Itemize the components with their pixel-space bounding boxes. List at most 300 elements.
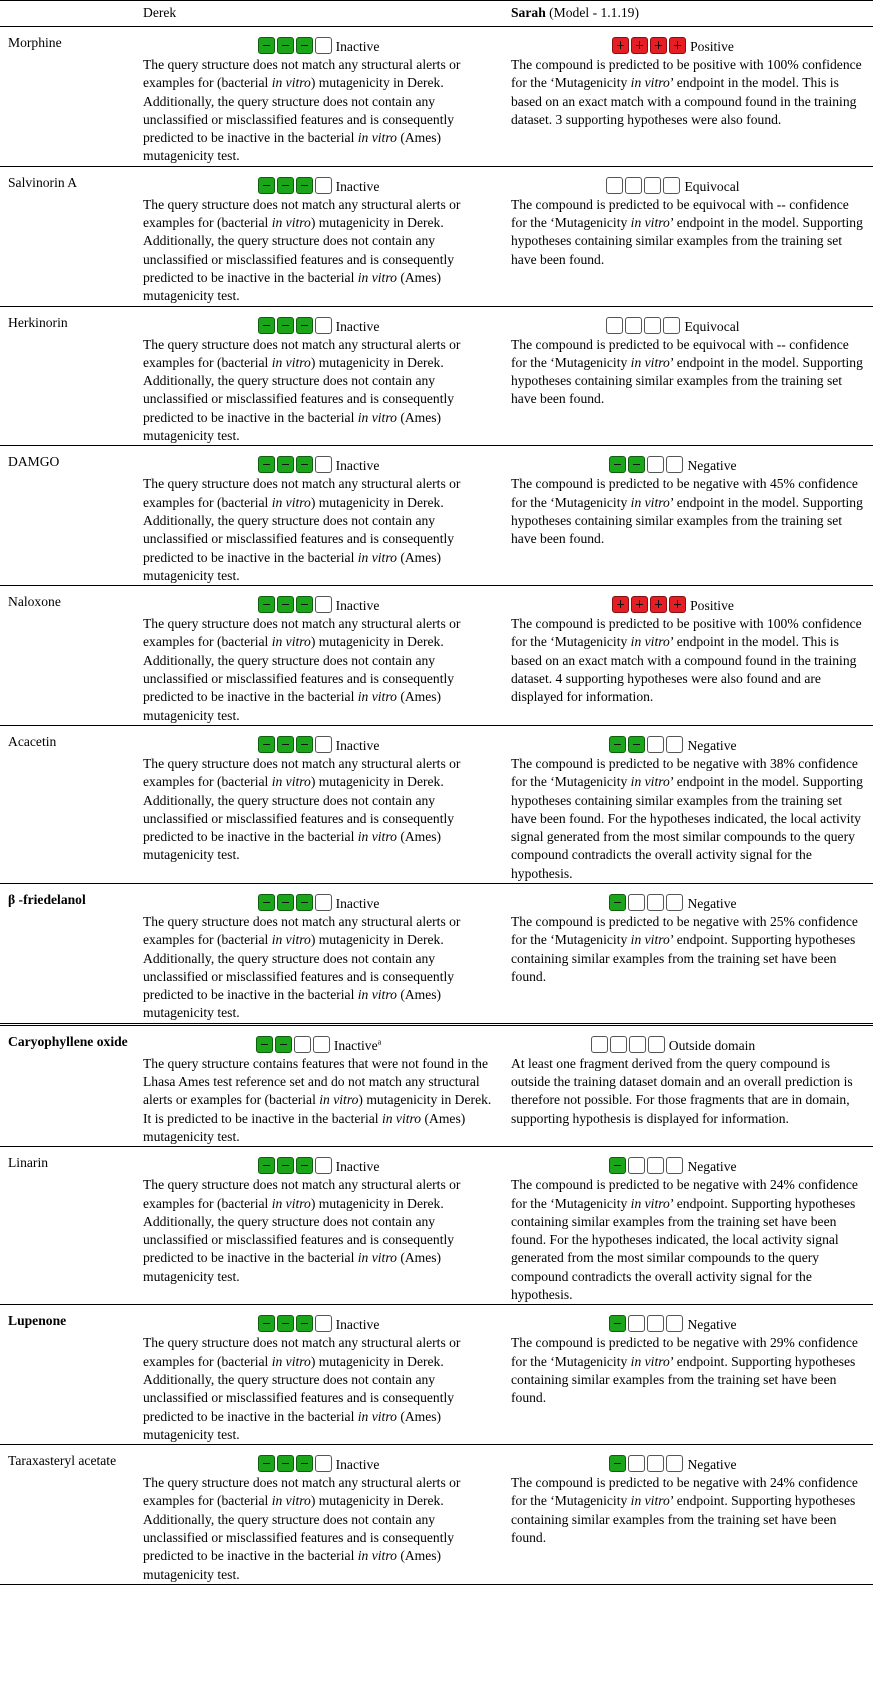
table-row [0, 166, 873, 306]
italic-term: in vitro [630, 494, 670, 510]
sarah-confidence-box [609, 456, 626, 473]
italic-term: in vitro [357, 689, 397, 705]
derek-confidence-box [315, 1157, 332, 1174]
derek-confidence-box [277, 456, 294, 473]
description-text: (Ames) mutagenicity test. [143, 1548, 442, 1582]
sarah-confidence-box [628, 894, 645, 911]
derek-cell [134, 883, 500, 1024]
derek-prediction-text: Inactive [335, 178, 380, 194]
compound-name: Morphine [8, 35, 62, 50]
sarah-prediction-text: Equivocal [684, 318, 740, 334]
derek-confidence-box [296, 456, 313, 473]
italic-term: in vitro [357, 130, 397, 146]
derek-description [143, 755, 496, 865]
description-text: ) mutagenicity in Derek. Additionally, the query structure does not contain any unclassified or misclassified features and is consequently predicted to be inactive in the bacterial [143, 494, 455, 565]
sarah-confidence-box [647, 1315, 664, 1332]
italic-term: in vitro [271, 354, 311, 370]
table-row [0, 883, 873, 1024]
sarah-confidence-box [631, 37, 648, 54]
derek-description [143, 1176, 496, 1286]
description-text: The compound is predicted to be equivocal with -- confidence for the ‘Mutagenicity [511, 336, 849, 370]
sarah-confidence-box [609, 736, 626, 753]
derek-confidence-box [296, 596, 313, 613]
sarah-description [511, 475, 867, 548]
derek-confidence-box [277, 596, 294, 613]
derek-cell [134, 1024, 500, 1146]
derek-cell [134, 306, 500, 446]
sarah-indicator [511, 732, 867, 753]
compound-name: β -friedelanol [8, 891, 86, 907]
italic-term: in vitro [630, 354, 670, 370]
derek-indicator [143, 890, 496, 911]
description-text: (Ames) mutagenicity test. [143, 829, 442, 863]
derek-description [143, 1055, 496, 1146]
italic-term: in vitro [357, 1250, 397, 1266]
description-text: The query structure does not match any structural alerts or examples for (bacterial [143, 1475, 461, 1509]
italic-term: in vitro [271, 932, 311, 948]
sarah-indicator [511, 1032, 867, 1053]
derek-prediction-text: Inactive [335, 1457, 380, 1473]
derek-prediction-label [336, 896, 380, 911]
derek-prediction-label [334, 1038, 381, 1053]
derek-confidence-box [258, 177, 275, 194]
sarah-prediction-text: Positive [690, 598, 734, 614]
derek-description [143, 913, 496, 1023]
derek-confidence-box [258, 456, 275, 473]
description-text: The query structure does not match any structural alerts or examples for (bacterial [143, 336, 461, 370]
derek-indicator [143, 1451, 496, 1472]
derek-confidence-box [315, 177, 332, 194]
derek-confidence-box [277, 177, 294, 194]
sarah-prediction-label [687, 896, 736, 911]
sarah-confidence-box [666, 736, 683, 753]
derek-indicator [143, 33, 496, 54]
derek-description [143, 1474, 496, 1584]
description-text: ’ endpoint in the model. Supporting hypotheses containing similar examples from the training set have been found. [511, 494, 863, 547]
derek-confidence-box [258, 317, 275, 334]
derek-prediction-label [336, 179, 380, 194]
italic-term: in vitro [630, 215, 670, 231]
sarah-description [511, 1055, 867, 1128]
sarah-description [511, 196, 867, 269]
derek-confidence-box [277, 1157, 294, 1174]
sarah-description [511, 913, 867, 986]
compound-name: Taraxasteryl acetate [8, 1453, 117, 1469]
sarah-description [511, 615, 867, 706]
italic-term: in vitro [357, 1548, 397, 1564]
italic-term: in vitro [381, 1110, 422, 1126]
sarah-confidence-box [628, 456, 645, 473]
derek-confidence-box [296, 736, 313, 753]
derek-confidence-box [275, 1036, 292, 1053]
italic-term: in vitro [357, 269, 397, 285]
derek-cell [134, 1147, 500, 1305]
derek-cell [134, 1305, 500, 1445]
derek-confidence-box [315, 1455, 332, 1472]
sarah-prediction-label [690, 598, 734, 613]
sarah-prediction-label [687, 458, 736, 473]
table-row [0, 586, 873, 726]
sarah-prediction-label [690, 39, 734, 54]
sarah-confidence-box [669, 37, 686, 54]
description-text: The compound is predicted to be negative with 45% confidence for the ‘Mutagenicity [511, 476, 858, 510]
table-row [0, 725, 873, 883]
derek-prediction-text: Inactive [335, 1317, 380, 1333]
derek-confidence-box [294, 1036, 311, 1053]
derek-prediction-label [336, 319, 380, 334]
sarah-confidence-box [666, 1455, 683, 1472]
italic-term: in vitro [357, 1408, 397, 1424]
derek-prediction-text: Inactive [335, 318, 380, 334]
sarah-description [511, 336, 867, 409]
description-text: (Ames) mutagenicity test. [143, 269, 442, 304]
description-text: At least one fragment derived from the query compound is outside the training dataset domain and an overall prediction is therefore not possible. For those fragments that are in domain, supporting hypothesis is displayed for information. [511, 1055, 853, 1126]
derek-confidence-box [277, 317, 294, 334]
sarah-confidence-box [647, 894, 664, 911]
italic-term: in vitro [357, 409, 397, 425]
sarah-confidence-box [631, 596, 648, 613]
derek-confidence-box [258, 1315, 275, 1332]
derek-prediction-text: Inactive [335, 737, 380, 753]
description-text: The compound is predicted to be negative with 24% confidence for the ‘Mutagenicity [511, 1475, 858, 1509]
sarah-cell [500, 1445, 873, 1585]
sarah-confidence-box [628, 1315, 645, 1332]
table-row [0, 1445, 873, 1585]
description-text: ) mutagenicity in Derek. Additionally, the query structure does not contain any unclassified or misclassified features and is consequently predicted to be inactive in the bacterial [143, 75, 455, 146]
footnote-marker: a [377, 1037, 382, 1047]
description-text: (Ames) mutagenicity test. [143, 549, 442, 583]
table-row [0, 1024, 873, 1146]
sarah-prediction-text: Outside domain [668, 1037, 756, 1053]
compound-name: Salvinorin A [8, 174, 78, 190]
description-text: The query structure contains features that were not found in the Lhasa Ames test reference set and do not match any structural alerts or examples for (bacterial [143, 1055, 489, 1108]
sarah-confidence-box [644, 317, 661, 334]
description-text: ’ endpoint. Supporting hypotheses containing similar examples from the training set have been found. For the hypotheses indicated, the local activity signal generated from the most similar compounds to the query compound contradicts the overall activity signal for the hypothesis. [511, 1195, 856, 1303]
sarah-prediction-label [687, 1317, 736, 1332]
sarah-confidence-box [628, 1157, 645, 1174]
sarah-confidence-box [647, 1455, 664, 1472]
derek-confidence-box [313, 1036, 330, 1053]
description-text: ’ endpoint in the model. This is based on an exact match with a compound found in the training dataset. 4 supporting hypotheses were also found and are displayed for information. [511, 634, 857, 705]
sarah-prediction-label [669, 1038, 755, 1053]
description-text: ) mutagenicity in Derek. Additionally, the query structure does not contain any unclassified or misclassified features and is consequently predicted to be inactive in the bacterial [143, 215, 455, 285]
header-derek: Derek [134, 1, 500, 27]
sarah-indicator [511, 890, 867, 911]
description-text: ) mutagenicity in Derek. Additionally, the query structure does not contain any unclassified or misclassified features and is consequently predicted to be inactive in the bacterial [143, 354, 455, 425]
sarah-confidence-box [666, 456, 683, 473]
italic-term: in vitro [630, 932, 670, 948]
sarah-prediction-text: Negative [687, 1457, 737, 1473]
description-text: (Ames) mutagenicity test. [143, 409, 442, 444]
derek-confidence-box [315, 317, 332, 334]
sarah-description [511, 1176, 867, 1304]
compound-name: Lupenone [8, 1313, 67, 1329]
italic-term: in vitro [271, 1353, 311, 1369]
sarah-cell [500, 1147, 873, 1305]
derek-confidence-box [277, 37, 294, 54]
derek-description [143, 615, 496, 725]
derek-confidence-box [277, 736, 294, 753]
header-sarah-name: Sarah [511, 5, 546, 21]
description-text: (Ames) mutagenicity test. [143, 689, 442, 723]
sarah-cell [500, 1024, 873, 1146]
description-text: ’ endpoint in the model. This is based on an exact match with a compound found in the training dataset. 3 supporting hypotheses were also found. [511, 75, 857, 127]
sarah-prediction-label [687, 1159, 736, 1174]
description-text: (Ames) mutagenicity test. [143, 130, 442, 164]
sarah-indicator [511, 1311, 867, 1332]
italic-term: in vitro [271, 494, 311, 510]
derek-confidence-box [315, 1315, 332, 1332]
derek-description [143, 1334, 496, 1444]
derek-confidence-box [277, 894, 294, 911]
sarah-prediction-text: Negative [687, 1159, 737, 1175]
derek-cell [134, 27, 500, 167]
sarah-cell [500, 446, 873, 586]
italic-term: in vitro [319, 1092, 359, 1108]
sarah-confidence-box [663, 317, 680, 334]
derek-prediction-label [336, 1317, 380, 1332]
sarah-prediction-text: Negative [687, 1317, 737, 1333]
derek-indicator [143, 173, 496, 194]
sarah-confidence-box [628, 1455, 645, 1472]
sarah-confidence-box [629, 1036, 646, 1053]
derek-prediction-text: Inactive [335, 458, 380, 474]
sarah-cell [500, 27, 873, 167]
description-text: ’ endpoint. Supporting hypotheses containing similar examples from the training set have been found. [511, 1493, 856, 1545]
sarah-indicator [511, 173, 867, 194]
description-text: The query structure does not match any structural alerts or examples for (bacterial [143, 1177, 461, 1211]
derek-confidence-box [296, 894, 313, 911]
derek-prediction-label [336, 1457, 380, 1472]
derek-prediction-text: Inactive [335, 39, 380, 54]
derek-description [143, 336, 496, 446]
sarah-confidence-box [610, 1036, 627, 1053]
sarah-prediction-label [684, 179, 739, 194]
sarah-cell [500, 306, 873, 446]
derek-confidence-box [258, 37, 275, 54]
description-text: (Ames) mutagenicity test. [143, 1110, 466, 1144]
sarah-confidence-box [625, 177, 642, 194]
sarah-confidence-box [666, 894, 683, 911]
description-text: The query structure does not match any structural alerts or examples for (bacterial [143, 196, 461, 231]
description-text: ’ endpoint. Supporting hypotheses containing similar examples from the training set have been found. [511, 1353, 856, 1406]
description-text: The compound is predicted to be positive with 100% confidence for the ‘Mutagenicity [511, 616, 862, 650]
sarah-prediction-label [687, 1457, 736, 1472]
derek-indicator [143, 313, 496, 334]
description-text: (Ames) mutagenicity test. [143, 1408, 442, 1442]
derek-confidence-box [315, 894, 332, 911]
sarah-confidence-box [591, 1036, 608, 1053]
derek-confidence-box [258, 1157, 275, 1174]
sarah-prediction-label [687, 738, 736, 753]
sarah-confidence-box [612, 596, 629, 613]
description-text: The compound is predicted to be equivocal with -- confidence for the ‘Mutagenicity [511, 196, 849, 231]
derek-indicator [143, 1311, 496, 1332]
derek-confidence-box [296, 177, 313, 194]
description-text: ’ endpoint in the model. Supporting hypotheses containing similar examples from the training set have been found. For the hypotheses indicated, the local activity signal generated from the most similar compounds to the query compound contradicts the overall activity signal for the hypothesis. [511, 774, 863, 881]
sarah-cell [500, 725, 873, 883]
description-text: The compound is predicted to be negative with 25% confidence for the ‘Mutagenicity [511, 913, 858, 948]
sarah-confidence-box [650, 596, 667, 613]
derek-confidence-box [277, 1455, 294, 1472]
sarah-indicator [511, 452, 867, 473]
description-text: (Ames) mutagenicity test. [143, 1250, 442, 1284]
sarah-cell [500, 1305, 873, 1445]
sarah-confidence-box [606, 177, 623, 194]
sarah-description [511, 755, 867, 883]
table-row [0, 1147, 873, 1305]
description-text: The compound is predicted to be negative with 24% confidence for the ‘Mutagenicity [511, 1177, 858, 1211]
sarah-confidence-box [609, 894, 626, 911]
sarah-indicator [511, 592, 867, 613]
compound-name: Caryophyllene oxide [8, 1033, 128, 1049]
derek-indicator [143, 732, 496, 753]
sarah-cell [500, 883, 873, 1024]
sarah-description [511, 1334, 867, 1407]
sarah-confidence-box [609, 1315, 626, 1332]
description-text: ’ endpoint in the model. Supporting hypotheses containing similar examples from the training set have been found. [511, 215, 863, 267]
italic-term: in vitro [630, 1353, 670, 1369]
derek-cell [134, 586, 500, 726]
sarah-prediction-text: Equivocal [684, 178, 740, 194]
sarah-cell [500, 586, 873, 726]
sarah-prediction-text: Positive [690, 39, 734, 54]
derek-confidence-box [315, 736, 332, 753]
italic-term: in vitro [271, 1195, 311, 1211]
description-text: ) mutagenicity in Derek. Additionally, the query structure does not contain any unclassified or misclassified features and is consequently predicted to be inactive in the bacterial [143, 932, 455, 1003]
compound-name: Herkinorin [8, 314, 68, 330]
derek-confidence-box [277, 1315, 294, 1332]
sarah-indicator [511, 313, 867, 334]
derek-confidence-box [296, 37, 313, 54]
sarah-description [511, 56, 867, 129]
derek-confidence-box [315, 596, 332, 613]
sarah-confidence-box [628, 736, 645, 753]
derek-confidence-box [296, 1315, 313, 1332]
sarah-indicator [511, 33, 867, 54]
derek-prediction-label [336, 598, 380, 613]
derek-prediction-label [336, 39, 380, 54]
compound-name: Linarin [8, 1155, 49, 1171]
compound-name: DAMGO [8, 454, 60, 470]
derek-confidence-box [296, 1157, 313, 1174]
sarah-confidence-box [663, 177, 680, 194]
table-header-row [0, 1, 873, 27]
derek-cell [134, 446, 500, 586]
italic-term: in vitro [630, 1195, 670, 1211]
description-text: The compound is predicted to be negative with 38% confidence for the ‘Mutagenicity [511, 755, 858, 790]
sarah-cell [500, 166, 873, 306]
table-row [0, 446, 873, 586]
description-text: ) mutagenicity in Derek. Additionally, the query structure does not contain any unclassified or misclassified features and is consequently predicted to be inactive in the bacterial [143, 1353, 455, 1424]
sarah-prediction-text: Negative [687, 895, 737, 911]
compound-name: Acacetin [8, 733, 57, 749]
header-sarah-model: (Model - 1.1.19) [545, 5, 640, 21]
sarah-confidence-box [606, 317, 623, 334]
derek-confidence-box [315, 37, 332, 54]
derek-confidence-box [258, 596, 275, 613]
derek-prediction-text: Inactive [335, 1159, 380, 1175]
sarah-indicator [511, 1153, 867, 1174]
sarah-confidence-box [625, 317, 642, 334]
derek-cell [134, 725, 500, 883]
derek-cell [134, 166, 500, 306]
derek-confidence-box [256, 1036, 273, 1053]
italic-term: in vitro [271, 1493, 311, 1509]
description-text: The query structure does not match any structural alerts or examples for (bacterial [143, 57, 461, 91]
description-text: ) mutagenicity in Derek. Additionally, the query structure does not contain any unclassified or misclassified features and is consequently predicted to be inactive in the bacterial [143, 634, 455, 705]
sarah-confidence-box [650, 37, 667, 54]
table-row [0, 306, 873, 446]
header-sarah [500, 1, 873, 27]
derek-cell [134, 1445, 500, 1585]
description-text: ) mutagenicity in Derek. Additionally, the query structure does not contain any unclassified or misclassified features and is consequently predicted to be inactive in the bacterial [143, 774, 455, 845]
header-compound [0, 1, 134, 27]
derek-indicator [143, 1153, 496, 1174]
derek-indicator [143, 452, 496, 473]
sarah-prediction-text: Negative [687, 458, 737, 474]
description-text: ) mutagenicity in Derek. Additionally, the query structure does not contain any unclassified or misclassified features and is consequently predicted to be inactive in the bacterial [143, 1195, 455, 1266]
derek-indicator [143, 592, 496, 613]
italic-term: in vitro [271, 75, 311, 91]
derek-description [143, 475, 496, 585]
sarah-prediction-text: Negative [687, 737, 737, 753]
italic-term: in vitro [630, 634, 670, 650]
sarah-confidence-box [647, 456, 664, 473]
derek-confidence-box [296, 317, 313, 334]
description-text: ) mutagenicity in Derek. Additionally, the query structure does not contain any unclassified or misclassified features and is consequently predicted to be inactive in the bacterial [143, 1493, 455, 1564]
sarah-confidence-box [648, 1036, 665, 1053]
italic-term: in vitro [357, 829, 397, 845]
derek-indicator [143, 1032, 496, 1053]
derek-prediction-label [336, 738, 380, 753]
description-text: ’ endpoint. Supporting hypotheses containing similar examples from the training set have been found. [511, 932, 856, 984]
description-text: The query structure does not match any structural alerts or examples for (bacterial [143, 755, 461, 790]
derek-description [143, 56, 496, 166]
sarah-confidence-box [609, 1157, 626, 1174]
sarah-confidence-box [647, 736, 664, 753]
sarah-confidence-box [612, 37, 629, 54]
description-text: The compound is predicted to be positive with 100% confidence for the ‘Mutagenicity [511, 57, 862, 91]
italic-term: in vitro [271, 634, 311, 650]
sarah-confidence-box [644, 177, 661, 194]
table-row [0, 1305, 873, 1445]
derek-description [143, 196, 496, 306]
derek-prediction-label [336, 1159, 380, 1174]
derek-prediction-text: Inactive [335, 895, 380, 911]
italic-term: in vitro [630, 75, 670, 91]
italic-term: in vitro [357, 549, 397, 565]
italic-term: in vitro [630, 1493, 670, 1509]
sarah-confidence-box [647, 1157, 664, 1174]
description-text: The query structure does not match any structural alerts or examples for (bacterial [143, 913, 461, 948]
derek-prediction-text: Inactive [335, 598, 380, 614]
derek-prediction-text: Inactive [333, 1037, 378, 1053]
derek-confidence-box [258, 736, 275, 753]
sarah-confidence-box [666, 1157, 683, 1174]
derek-confidence-box [258, 894, 275, 911]
italic-term: in vitro [357, 987, 397, 1003]
italic-term: in vitro [271, 774, 311, 790]
description-text: ) mutagenicity in Derek. It is predicted to be inactive in the bacterial [143, 1092, 492, 1126]
italic-term: in vitro [630, 774, 670, 790]
sarah-confidence-box [609, 1455, 626, 1472]
sarah-prediction-label [684, 319, 739, 334]
compound-name: Naloxone [8, 594, 61, 610]
description-text: The query structure does not match any structural alerts or examples for (bacterial [143, 476, 461, 510]
derek-confidence-box [296, 1455, 313, 1472]
description-text: The query structure does not match any structural alerts or examples for (bacterial [143, 1335, 461, 1369]
